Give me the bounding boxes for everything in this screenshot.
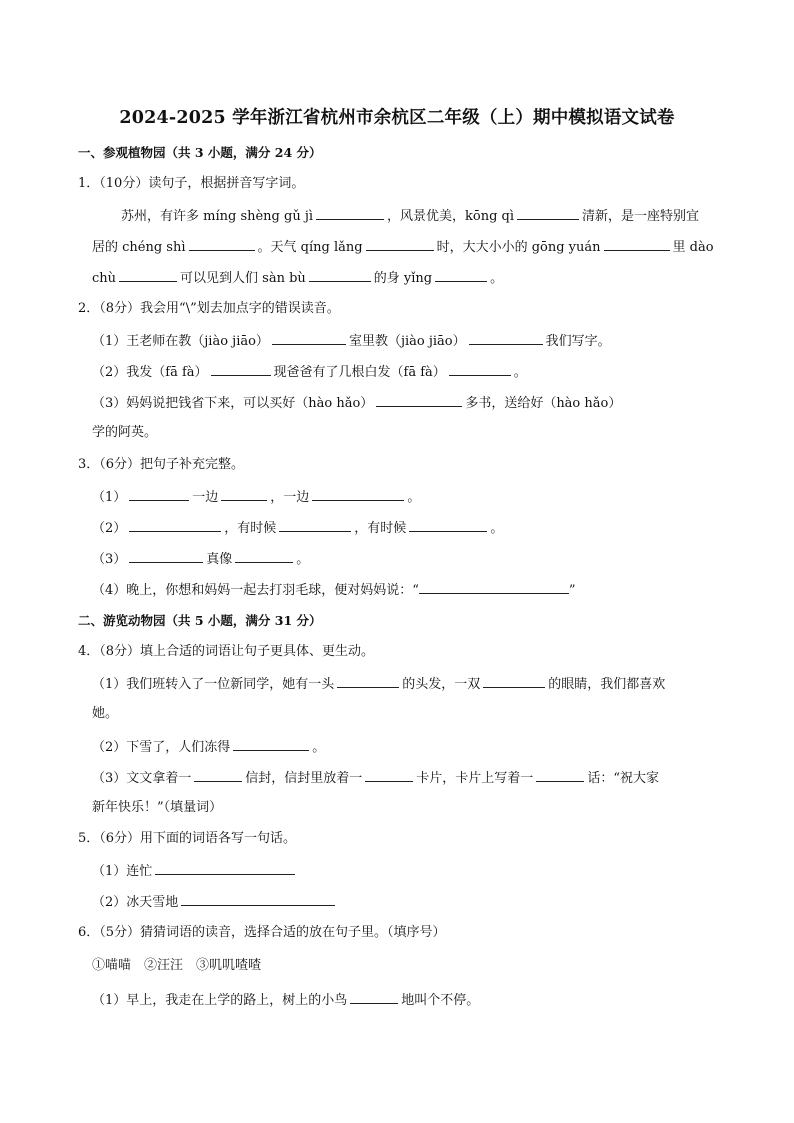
q3-text: （3） <box>92 552 127 567</box>
answer-blank[interactable] <box>189 237 255 251</box>
q1-text: 清新，是一座特别宜 <box>582 209 700 224</box>
q3-text: 。 <box>490 521 504 536</box>
answer-blank[interactable] <box>419 580 569 594</box>
q1-text: 。天气 qíng lǎng <box>257 240 363 255</box>
answer-blank[interactable] <box>312 487 404 501</box>
answer-blank[interactable] <box>316 206 384 220</box>
q1-text: 可以见到人们 sàn bù <box>180 271 306 286</box>
section-heading-1: 一、参观植物园（共 3 小题，满分 24 分） <box>78 145 322 160</box>
answer-blank[interactable] <box>233 737 309 751</box>
answer-blank[interactable] <box>211 362 271 376</box>
q3-text: （4）晚上，你想和妈妈一起去打羽毛球，便对妈妈说：“ <box>92 583 419 598</box>
answer-blank[interactable] <box>449 362 511 376</box>
answer-blank[interactable] <box>469 331 543 345</box>
question-4-item-3-cont: 新年快乐！”（填量词） <box>92 800 223 815</box>
q3-text: 真像 <box>206 552 233 567</box>
q1-text: 居的 chéng shì <box>92 240 186 255</box>
answer-blank[interactable] <box>129 487 189 501</box>
answer-blank[interactable] <box>155 861 295 875</box>
question-5-item-2 <box>92 892 338 912</box>
answer-blank[interactable] <box>376 393 462 407</box>
question-1-line-2 <box>92 237 714 257</box>
q1-text: ，风景优美，kōng qì <box>387 209 515 224</box>
answer-blank[interactable] <box>366 237 434 251</box>
answer-blank[interactable] <box>129 549 203 563</box>
q3-text: 。 <box>296 552 310 567</box>
q5-text: （2）冰天雪地 <box>92 895 179 910</box>
question-1-line-1 <box>121 206 699 226</box>
question-6-options: ①喵喵 ②汪汪 ③叽叽喳喳 <box>92 958 262 973</box>
answer-blank[interactable] <box>483 674 545 688</box>
q3-text: 。 <box>407 490 421 505</box>
question-4-item-1-cont: 她。 <box>92 706 119 721</box>
answer-blank[interactable] <box>119 268 177 282</box>
q4-text: （3）文文拿着一 <box>92 771 192 786</box>
answer-blank[interactable] <box>279 518 351 532</box>
exam-title: 2024-2025 学年浙江省杭州市余杭区二年级（上）期中模拟语文试卷 <box>119 108 675 128</box>
q4-text: 卡片，卡片上写着一 <box>416 771 534 786</box>
answer-blank[interactable] <box>435 268 487 282</box>
answer-blank[interactable] <box>337 674 399 688</box>
question-4-item-2 <box>92 737 325 757</box>
answer-blank[interactable] <box>181 892 335 906</box>
question-5-item-1 <box>92 861 298 881</box>
answer-blank[interactable] <box>194 768 242 782</box>
answer-blank[interactable] <box>235 549 293 563</box>
question-4-item-1 <box>92 674 665 694</box>
q2-text: （2）我发（fā fà） <box>92 365 208 380</box>
answer-blank[interactable] <box>536 768 584 782</box>
q1-text: 里 dào <box>672 240 714 255</box>
question-3-item-2 <box>92 518 503 538</box>
answer-blank[interactable] <box>309 268 371 282</box>
answer-blank[interactable] <box>350 990 398 1004</box>
question-3-item-3 <box>92 549 309 569</box>
q2-text: 多书，送给好（hào hǎo） <box>465 396 622 411</box>
question-6-label: 6．（5分）猜猜词语的读音，选择合适的放在句子里。（填序号） <box>78 925 446 940</box>
answer-blank[interactable] <box>517 206 579 220</box>
q2-text: 室里教（jiào jiāo） <box>348 334 466 349</box>
q4-text: 信封，信封里放着一 <box>245 771 363 786</box>
question-2-label: 2．（8分）我会用“\”划去加点字的错误读音。 <box>78 301 340 316</box>
question-3-item-4 <box>92 580 576 600</box>
q2-text: 现爸爸有了几根白发（fā fà） <box>273 365 446 380</box>
q1-text: 时，大大小小的 gōng yuán <box>436 240 601 255</box>
q4-text: 的头发，一双 <box>402 677 481 692</box>
question-6-item-1 <box>92 990 479 1010</box>
q3-text: ，一边 <box>270 490 310 505</box>
answer-blank[interactable] <box>409 518 487 532</box>
q4-text: 话：“祝大家 <box>587 771 659 786</box>
question-2-item-1 <box>92 331 611 351</box>
q2-text: （3）妈妈说把钱省下来，可以买好（hào hǎo） <box>92 396 374 411</box>
answer-blank[interactable] <box>129 518 221 532</box>
question-1-line-3 <box>92 268 503 288</box>
question-3-label: 3．（6分）把句子补充完整。 <box>78 457 245 472</box>
q6-text: 地叫个不停。 <box>401 993 480 1008</box>
q3-text: ” <box>568 583 576 598</box>
question-4-item-3 <box>92 768 659 788</box>
q1-text: chù <box>92 271 117 286</box>
q4-text: 的眼睛，我们都喜欢 <box>548 677 666 692</box>
q2-text: 。 <box>513 365 527 380</box>
question-1-label: 1．（10分）读句子，根据拼音写字词。 <box>78 176 305 191</box>
q5-text: （1）连忙 <box>92 864 153 879</box>
q3-text: （2） <box>92 521 127 536</box>
answer-blank[interactable] <box>221 487 267 501</box>
q1-text: 的身 yǐng <box>373 271 433 286</box>
q6-text: （1）早上，我走在上学的路上，树上的小鸟 <box>92 993 348 1008</box>
q4-text: 。 <box>312 740 326 755</box>
question-5-label: 5．（6分）用下面的词语各写一句话。 <box>78 831 297 846</box>
q1-text: 苏州，有许多 míng shèng gǔ jì <box>121 209 314 224</box>
q1-text: 。 <box>490 271 504 286</box>
answer-blank[interactable] <box>272 331 346 345</box>
answer-blank[interactable] <box>365 768 413 782</box>
answer-blank[interactable] <box>604 237 670 251</box>
q4-text: （2）下雪了，人们冻得 <box>92 740 231 755</box>
question-2-item-3 <box>92 393 621 413</box>
section-heading-2: 二、游览动物园（共 5 小题，满分 31 分） <box>78 613 322 628</box>
question-2-item-2 <box>92 362 527 382</box>
question-3-item-1 <box>92 487 420 507</box>
q2-text: （1）王老师在教（jiào jiāo） <box>92 334 269 349</box>
question-4-label: 4．（8分）填上合适的词语让句子更具体、更生动。 <box>78 644 375 659</box>
q3-text: ，有时候 <box>354 521 407 536</box>
q3-text: （1） <box>92 490 127 505</box>
q3-text: 一边 <box>192 490 219 505</box>
question-2-item-3-cont: 学的阿英。 <box>92 425 158 440</box>
q2-text: 我们写字。 <box>545 334 611 349</box>
q3-text: ，有时候 <box>224 521 277 536</box>
q4-text: （1）我们班转入了一位新同学，她有一头 <box>92 677 335 692</box>
